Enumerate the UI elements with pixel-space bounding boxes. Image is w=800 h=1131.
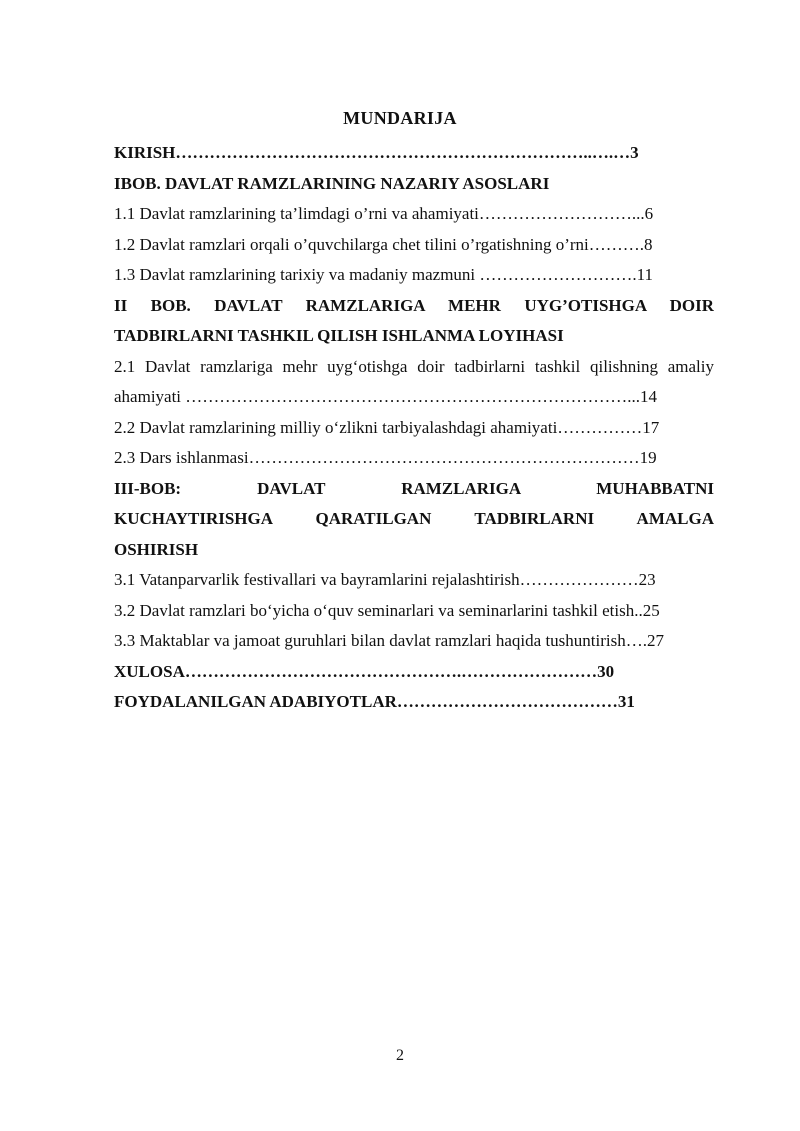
toc-entry: 3.3 Maktablar va jamoat guruhlari bilan davlat ramzlari haqida tushuntirish….27 (114, 631, 664, 650)
toc-entry: 2.3 Dars ishlanmasi……………………………………………………………19 (114, 448, 657, 467)
toc-entry: OSHIRISH (114, 539, 199, 559)
toc-entry: FOYDALANILGAN ADABIYOTLAR…………………………………31 (114, 692, 635, 711)
toc-entry: XULOSA………………………………………….……………………30 (114, 661, 615, 681)
toc-entry: 3.2 Davlat ramzlari bo‘yicha o‘quv seminarlari va seminarlarini tashkil etish..25 (114, 600, 660, 620)
page-number: 2 (396, 1047, 404, 1064)
toc-entry: II BOB. DAVLAT RAMZLARIGA MEHR UYG’OTISHGA DOIR (114, 295, 714, 315)
toc-entry: TADBIRLARNI TASHKIL QILISH ISHLANMA LOYIHASI (114, 326, 564, 345)
toc-entry: 1.2 Davlat ramzlari orqali o’quvchilarga chet tilini o’rgatishning o’rni……….8 (114, 234, 653, 254)
toc-title: MUNDARIJA (343, 108, 457, 128)
toc-entry: KIRISH………………………………………………………………..….…3 (114, 143, 639, 162)
toc-entry: 2.2 Davlat ramzlarining milliy o‘zlikni tarbiyalashdagi ahamiyati……………17 (114, 417, 660, 437)
toc-entry: 2.1 Davlat ramzlariga mehr uyg‘otishga doir tadbirlarni tashkil qilishning amaliy (114, 356, 714, 376)
toc-entry: KUCHAYTIRISHGA QARATILGAN TADBIRLARNI AMALGA (114, 509, 714, 528)
toc-entry: 1.1 Davlat ramzlarining ta’limdagi o’rni va ahamiyati………………………...6 (114, 204, 654, 223)
toc-entry: 3.1 Vatanparvarlik festivallari va bayramlarini rejalashtirish…………………23 (114, 570, 656, 589)
toc-entry: 1.3 Davlat ramzlarining tarixiy va madaniy mazmuni ……………………….11 (114, 265, 654, 284)
toc-entry: ahamiyati ……………………………………………………………………...14 (114, 387, 658, 406)
toc-entry: IBOB. DAVLAT RAMZLARINING NAZARIY ASOSLARI (114, 173, 550, 193)
table-of-contents (114, 138, 714, 718)
toc-entry: III-BOB: DAVLAT RAMZLARIGA MUHABBATNI (114, 478, 714, 498)
